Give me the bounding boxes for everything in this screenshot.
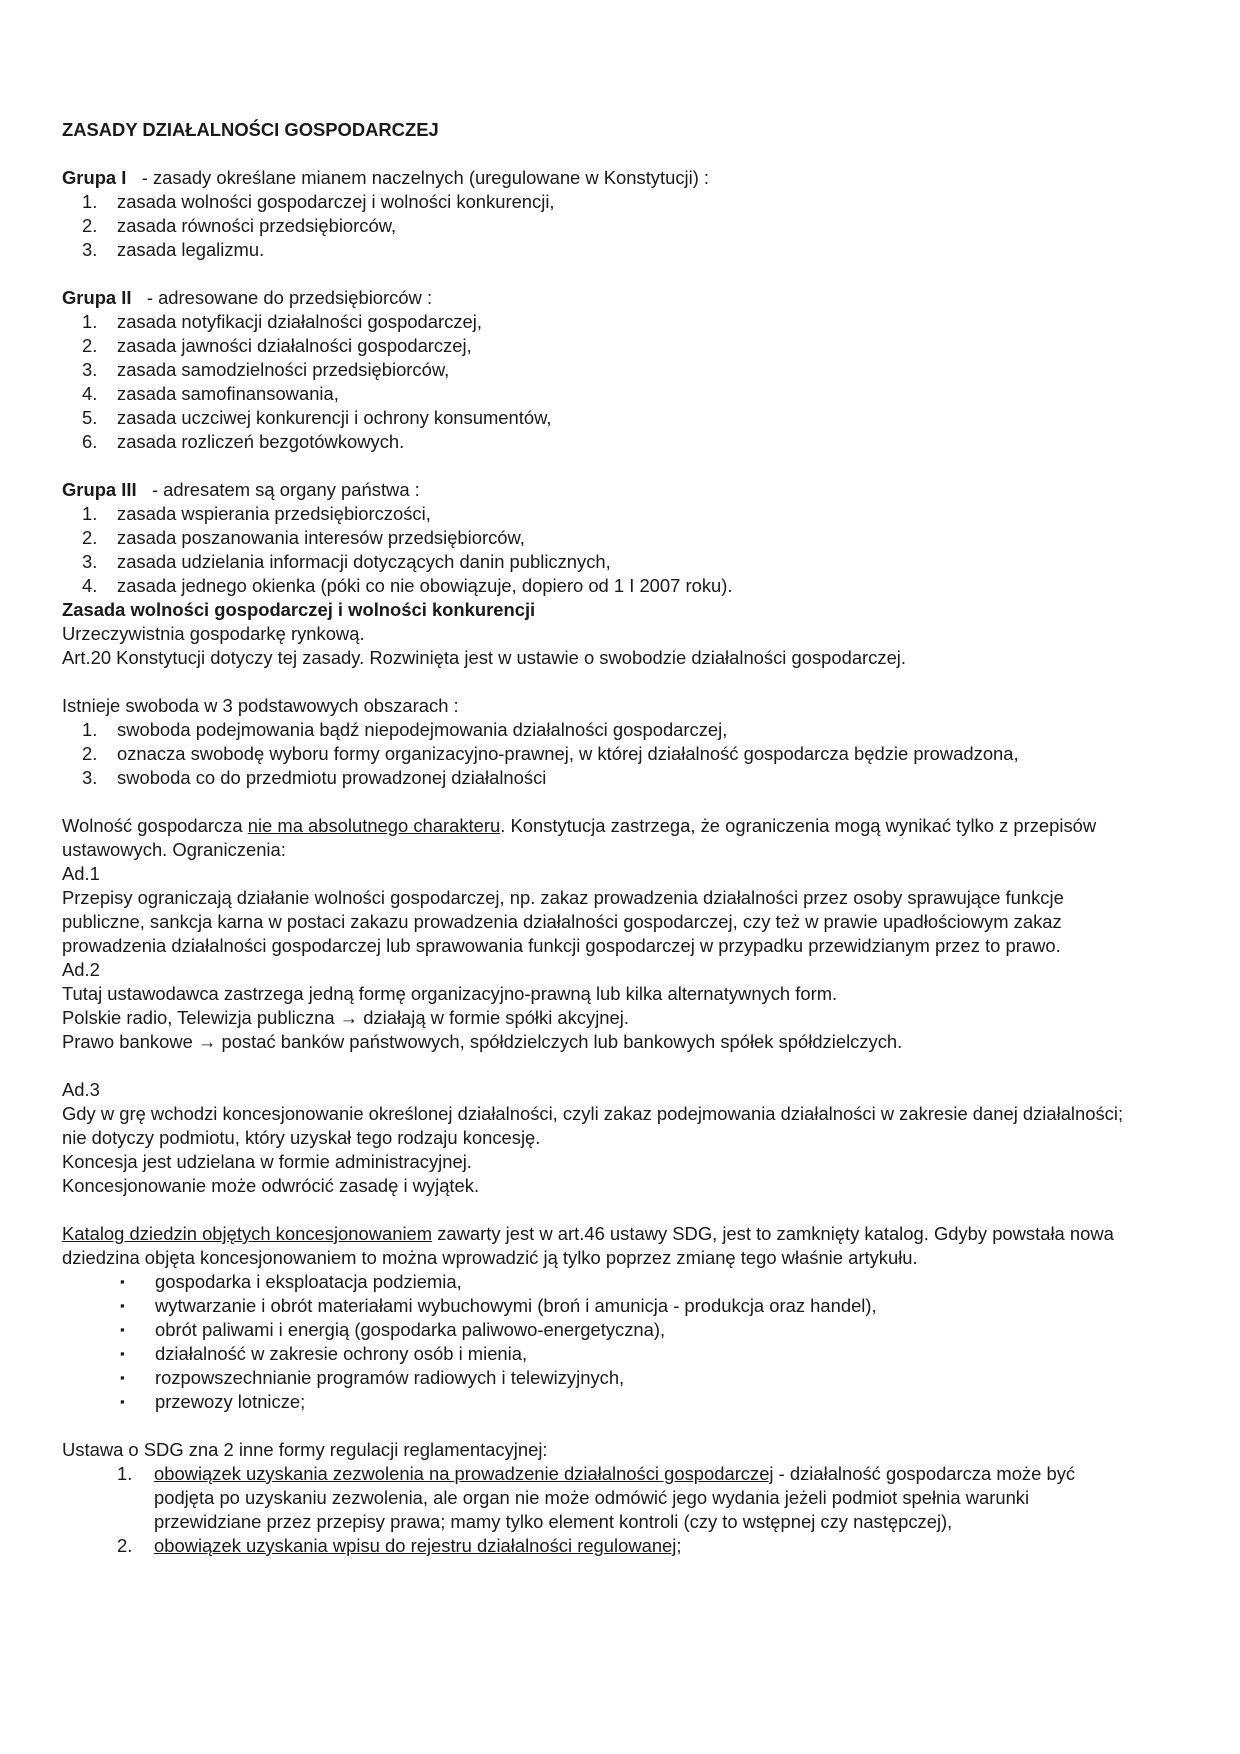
list-item: 1. zasada wspierania przedsiębiorczości, [82, 503, 431, 524]
list-item: 3. zasada legalizmu. [82, 239, 265, 260]
freedom-list [62, 718, 1130, 790]
square-bullet-icon: ▪ [120, 1394, 125, 1409]
group3-list [62, 502, 1130, 598]
list-item: ▪ rozpowszechnianie programów radiowych i telewizyjnych, [120, 1367, 625, 1388]
square-bullet-icon: ▪ [120, 1346, 125, 1361]
ad-text: Koncesjonowanie może odwrócić zasadę i wyjątek. [62, 1175, 480, 1196]
section-heading: Zasada wolności gospodarczej i wolności konkurencji [62, 599, 536, 620]
list-item: 2. zasada równości przedsiębiorców, [82, 215, 397, 236]
catalog-paragraph: Katalog dziedzin objętych koncesjonowaniem zawarty jest w art.46 ustawy SDG, jest to zamknięty katalog. Gdyby powstała nowa dziedzina objęta koncesjonowaniem to można wprowadzić ją tylko poprzez zmianę tego właśnie artykułu. [62, 1223, 1114, 1268]
ad-text: Prawo bankowe → postać banków państwowych, spółdzielczych lub bankowych spółek spółdzielczych. [62, 1031, 903, 1052]
underlined-phrase: nie ma absolutnego charakteru [247, 815, 501, 836]
underlined-phrase: Katalog dziedzin objętych koncesjonowaniem [62, 1223, 433, 1244]
list-item: ▪ przewozy lotnicze; [120, 1391, 306, 1412]
ad-text: Polskie radio, Telewizja publiczna → działają w formie spółki akcyjnej. [62, 1007, 629, 1028]
ad-label: Ad.1 [62, 863, 100, 884]
regulation-intro: Ustawa o SDG zna 2 inne formy regulacji reglamentacyjnej: [62, 1439, 548, 1460]
group2-list [62, 310, 1130, 454]
list-item: ▪ obrót paliwami i energią (gospodarka paliwowo-energetyczna), [120, 1319, 666, 1340]
list-item: 3. swoboda co do przedmiotu prowadzonej działalności [82, 767, 547, 788]
limits-paragraph: Wolność gospodarcza nie ma absolutnego charakteru. Konstytucja zastrzega, że ograniczenia mogą wynikać tylko z przepisów ustawowych. Ograniczenia: [62, 815, 1097, 860]
list-item: 2. zasada poszanowania interesów przedsiębiorców, [82, 527, 525, 548]
group1-heading [62, 166, 1130, 190]
list-item: 2. zasada jawności działalności gospodarczej, [82, 335, 472, 356]
list-item: ▪ gospodarka i eksploatacja podziemia, [120, 1271, 462, 1292]
ad-label: Ad.2 [62, 959, 100, 980]
regulation-list [62, 1462, 1130, 1558]
ad-text: Gdy w grę wchodzi koncesjonowanie określonej działalności, czyli zakaz podejmowania działalności w zakresie danej działalności; nie dotyczy podmiotu, który uzyskał tego rodzaju koncesję. [62, 1103, 1124, 1148]
group3-label: Grupa III [62, 479, 137, 500]
list-item: 2. obowiązek uzyskania wpisu do rejestru działalności regulowanej; [117, 1535, 682, 1556]
list-item: 1. obowiązek uzyskania zezwolenia na prowadzenie działalności gospodarczej - działalność gospodarcza może być podjęta po uzyskaniu zezwolenia, ale organ nie może odmówić jego wydania jeżeli podmiot spełnia warunki przewidziane przez przepisy prawa; mamy tylko element kontroli (czy to wstępnej czy następczej), [117, 1463, 1076, 1532]
document-title: ZASADY DZIAŁALNOŚCI GOSPODARCZEJ [62, 119, 439, 140]
list-item: 3. zasada udzielania informacji dotyczących danin publicznych, [82, 551, 611, 572]
group2-heading [62, 286, 1130, 310]
list-item: 6. zasada rozliczeń bezgotówkowych. [82, 431, 405, 452]
group2-label: Grupa II [62, 287, 132, 308]
list-item: 5. zasada uczciwej konkurencji i ochrony konsumentów, [82, 407, 552, 428]
square-bullet-icon: ▪ [120, 1370, 125, 1385]
list-item: ▪ działalność w zakresie ochrony osób i mienia, [120, 1343, 528, 1364]
list-item: 4. zasada samofinansowania, [82, 383, 339, 404]
ad-label: Ad.3 [62, 1079, 100, 1100]
square-bullet-icon: ▪ [120, 1322, 125, 1337]
underlined-phrase: obowiązek uzyskania wpisu do rejestru działalności regulowanej [154, 1535, 677, 1556]
catalog-list [62, 1270, 1130, 1414]
list-item: 1. zasada notyfikacji działalności gospodarczej, [82, 311, 482, 332]
underlined-phrase: obowiązek uzyskania zezwolenia na prowadzenie działalności gospodarczej [154, 1463, 774, 1484]
ad-text: Koncesja jest udzielana w formie administracyjnej. [62, 1151, 472, 1172]
group3-heading [62, 478, 1130, 502]
list-item: 1. zasada wolności gospodarczej i wolności konkurencji, [82, 191, 555, 212]
group3-text: - adresatem są organy państwa : [151, 479, 420, 500]
section-line: Art.20 Konstytucji dotyczy tej zasady. Rozwinięta jest w ustawie o swobodzie działalności gospodarczej. [62, 647, 906, 668]
list-item: 4. zasada jednego okienka (póki co nie obowiązuje, dopiero od 1 I 2007 roku). [82, 575, 733, 596]
section-line: Urzeczywistnia gospodarkę rynkową. [62, 623, 365, 644]
group1-text: - zasady określane mianem naczelnych (uregulowane w Konstytucji) : [141, 167, 710, 188]
list-item: 1. swoboda podejmowania bądź niepodejmowania działalności gospodarczej, [82, 719, 728, 740]
square-bullet-icon: ▪ [120, 1298, 125, 1313]
square-bullet-icon: ▪ [120, 1274, 125, 1289]
list-item: 3. zasada samodzielności przedsiębiorców, [82, 359, 450, 380]
freedom-intro: Istnieje swoboda w 3 podstawowych obszarach : [62, 695, 459, 716]
group1-label: Grupa I [62, 167, 127, 188]
group2-text: - adresowane do przedsiębiorców : [146, 287, 433, 308]
ad-text: Przepisy ograniczają działanie wolności gospodarczej, np. zakaz prowadzenia działalności przez osoby sprawujące funkcje publiczne, sankcja karna w postaci zakazu prowadzenia działalności gospodarczej, czy też w prawie upadłościowym zakaz prowadzenia działalności gospodarczej lub sprawowania funkcji gospodarczej w przypadku przewidzianym przez to prawo. [62, 887, 1064, 956]
group1-list [62, 190, 1130, 262]
ad-text: Tutaj ustawodawca zastrzega jedną formę organizacyjno-prawną lub kilka alternatywnych form. [62, 983, 838, 1004]
list-item: ▪ wytwarzanie i obrót materiałami wybuchowymi (broń i amunicja - produkcja oraz handel), [120, 1295, 877, 1316]
list-item: 2. oznacza swobodę wyboru formy organizacyjno-prawnej, w której działalność gospodarcza będzie prowadzona, [82, 743, 1019, 764]
